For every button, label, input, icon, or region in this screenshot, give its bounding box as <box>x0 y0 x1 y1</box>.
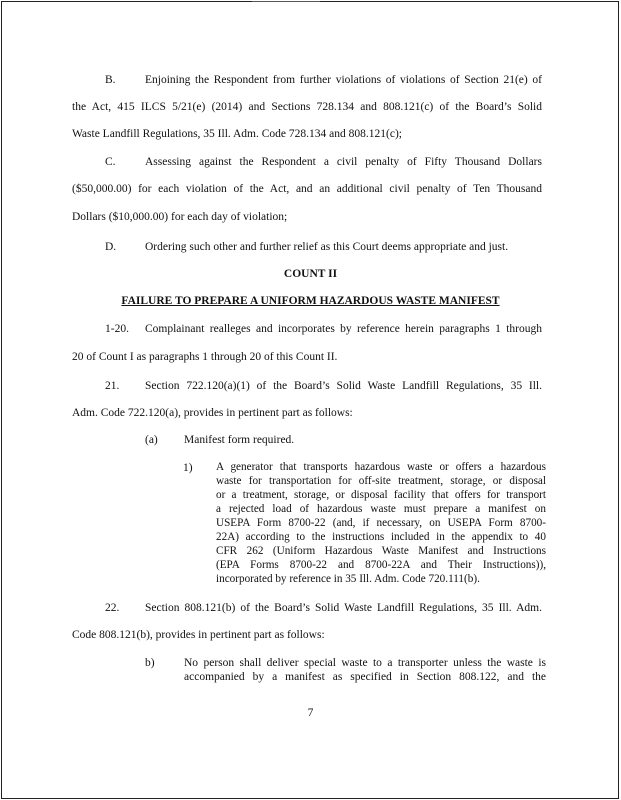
para-c-line-3: Dollars ($10,000.00) for each day of violation; <box>72 211 288 223</box>
para-c-line-2: ($50,000.00) for each violation of the Act, and an additional civil penalty of Ten Thousand <box>72 183 542 195</box>
para-b-marker: B. <box>105 74 116 86</box>
quote-line: USEPA Form 8700-22 (and, if necessary, on USEPA Form 8700- <box>216 517 546 529</box>
quote-line: waste for transportation for off-site treatment, storage, or disposal <box>216 475 546 487</box>
quote-b-line-2: accompanied by a manifest as specified in Section 808.122, and the <box>184 671 546 683</box>
quote-line: a rejected load of hazardous waste must prepare a manifest on <box>216 503 546 515</box>
quote-line: CFR 262 (Uniform Hazardous Waste Manifest and Instructions <box>216 545 546 557</box>
para-21-line-1: Section 722.120(a)(1) of the Board’s Solid Waste Landfill Regulations, 35 Ill. <box>145 380 542 392</box>
quote-b-line-1: No person shall deliver special waste to a transporter unless the waste is <box>184 657 546 669</box>
quote-line: 22A) according to the instructions included in the appendix to 40 <box>216 531 546 543</box>
quote-a-item-marker: 1) <box>183 462 193 474</box>
page-number: 7 <box>307 707 314 719</box>
para-22-line-2: Code 808.121(b), provides in pertinent part as follows: <box>72 629 325 641</box>
quote-line: A generator that transports hazardous waste or offers a hazardous <box>216 461 546 473</box>
count-title: FAILURE TO PREPARE A UNIFORM HAZARDOUS WASTE MANIFEST <box>121 295 500 307</box>
quote-line: or a treatment, storage, or disposal facility that offers for transport <box>216 489 546 501</box>
para-22-line-1: Section 808.121(b) of the Board’s Solid Waste Landfill Regulations, 35 Ill. Adm. <box>145 602 542 614</box>
scan-mark <box>252 1 320 2</box>
para-21-marker: 21. <box>105 380 120 392</box>
quote-a-marker: (a) <box>145 434 158 446</box>
para-b-line-1: Enjoining the Respondent from further violations of violations of Section 21(e) of <box>145 74 542 86</box>
quote-b-marker: b) <box>145 657 155 669</box>
para-c-line-1: Assessing against the Respondent a civil penalty of Fifty Thousand Dollars <box>145 156 542 168</box>
count-heading: COUNT II <box>283 268 338 280</box>
para-22-marker: 22. <box>105 602 120 614</box>
para-1-20-line-1: Complainant realleges and incorporates by reference herein paragraphs 1 through <box>145 323 542 335</box>
para-b-line-2: the Act, 415 ILCS 5/21(e) (2014) and Sections 728.134 and 808.121(c) of the Board’s Solid <box>72 101 542 113</box>
quote-line: incorporated by reference in 35 Ill. Adm. Code 720.111(b). <box>216 573 480 585</box>
para-1-20-line-2: 20 of Count I as paragraphs 1 through 20 of this Count II. <box>72 351 338 363</box>
para-b-line-3: Waste Landfill Regulations, 35 Ill. Adm. Code 728.134 and 808.121(c); <box>72 128 402 140</box>
para-d-marker: D. <box>105 241 117 253</box>
para-21-line-2: Adm. Code 722.120(a), provides in pertinent part as follows: <box>72 407 353 419</box>
para-d-line-1: Ordering such other and further relief as this Court deems appropriate and just. <box>145 241 509 253</box>
para-1-20-marker: 1-20. <box>105 323 129 335</box>
quote-line: (EPA Forms 8700-22 and 8700-22A and Their Instructions)), <box>216 559 546 571</box>
para-c-marker: C. <box>105 156 116 168</box>
quote-a-heading: Manifest form required. <box>184 434 295 446</box>
